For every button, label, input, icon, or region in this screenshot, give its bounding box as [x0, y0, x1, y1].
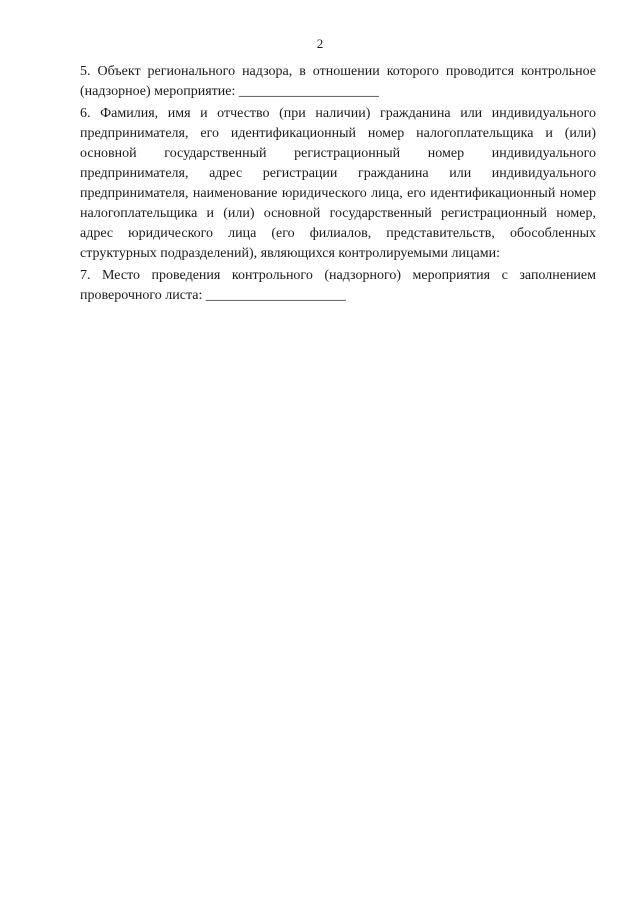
- body-text: [80, 62, 596, 308]
- paragraph-item-7: 7. Место проведения контрольного (надзорного) мероприятия с заполнением проверочного листа: ____________________: [80, 268, 596, 303]
- paragraph-item-6: 6. Фамилия, имя и отчество (при наличии) гражданина или индивидуального предпринимателя, его идентификационный номер налогоплательщика и (или) основной государственный регистрационный номер индивидуального предпринимателя, адрес регистрации гражданина или индивидуального предпринимателя, наименование юридического лица, его идентификационный номер налогоплательщика и (или) основной государственный регистрационный номер, адрес юридического лица (его филиалов, представительств, обособленных структурных подразделений), являющихся контролируемыми лицами:: [80, 106, 596, 261]
- page-number: 2: [316, 36, 324, 51]
- paragraph-item-5: 5. Объект регионального надзора, в отношении которого проводится контрольное (надзорное) мероприятие: ____________________: [80, 64, 596, 99]
